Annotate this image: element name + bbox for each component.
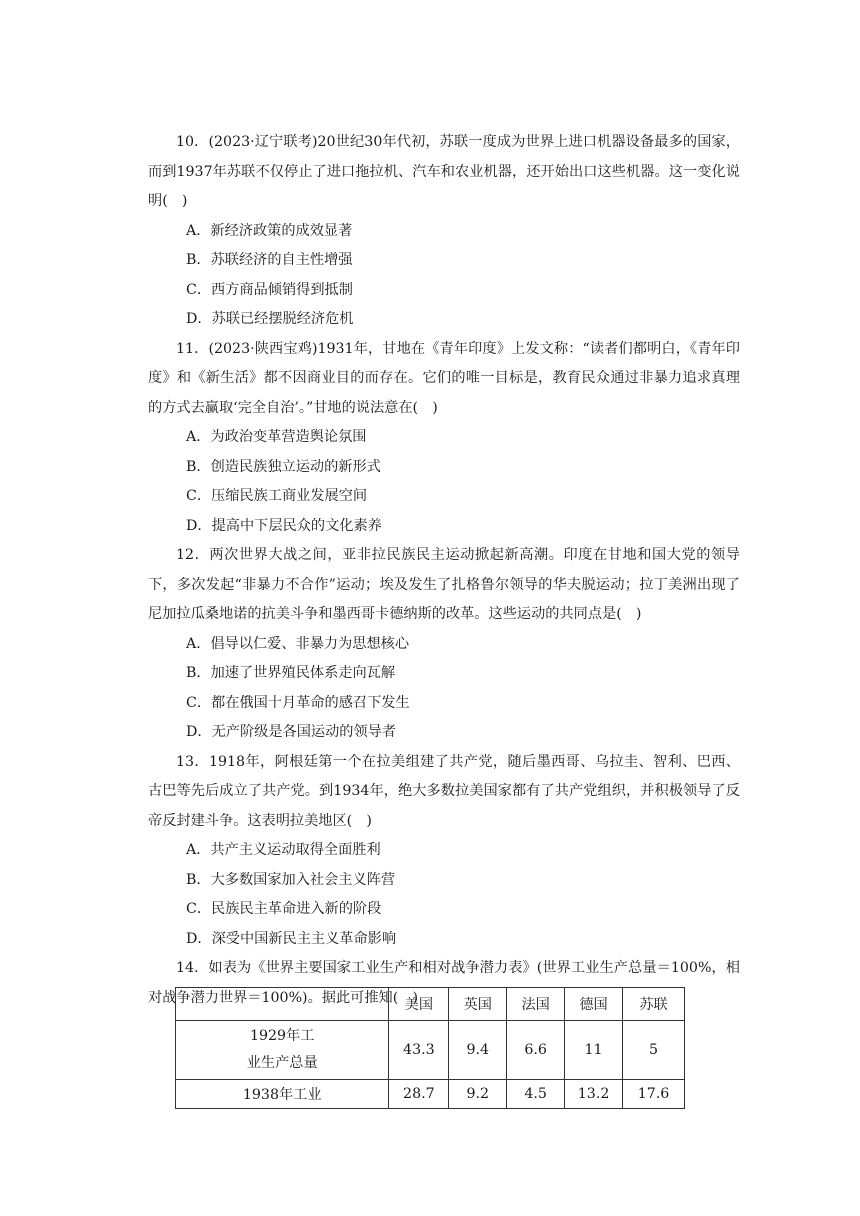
option-d: D．无产阶级是各国运动的领导者 xyxy=(186,724,397,740)
table-header-cell: 英国 xyxy=(449,988,507,1021)
table-cell: 4.5 xyxy=(507,1080,565,1109)
option-d: D．深受中国新民主主义革命影响 xyxy=(186,930,397,947)
row-label-line: 业生产总量 xyxy=(246,1055,318,1071)
table-cell: 6.6 xyxy=(507,1021,565,1080)
question-12 xyxy=(148,541,740,748)
table-cell: 28.7 xyxy=(389,1080,449,1109)
question-13 xyxy=(148,748,740,955)
question-11 xyxy=(148,335,740,542)
table-cell: 5 xyxy=(623,1021,685,1080)
option-a: A．为政治变革营造舆论氛围 xyxy=(186,429,367,445)
option-a: A．新经济政策的成效显著 xyxy=(186,222,353,239)
table-cell: 17.6 xyxy=(623,1080,685,1109)
table-header-cell xyxy=(176,988,389,1021)
question-stem: 14．如表为《世界主要国家工业生产和相对战争潜力表》(世界工业生产总量＝100%，相对战争潜力世界＝100%)。据此可推知( ) xyxy=(148,960,740,1006)
question-stem: 13．1918年，阿根廷第一个在拉美组建了共产党，随后墨西哥、乌拉圭、智利、巴西、古巴等先后成立了共产党。到1934年，绝大多数拉美国家都有了共产党组织，并积极领导了反帝反封建斗争。这表明拉美地区( ) xyxy=(148,753,740,829)
table-cell: 43.3 xyxy=(389,1021,449,1080)
option-d: D．提高中下层民众的文化素养 xyxy=(186,517,382,534)
option-c: C．西方商品倾销得到抵制 xyxy=(186,281,353,298)
table-header-cell: 法国 xyxy=(507,988,565,1021)
option-d: D．苏联已经摆脱经济危机 xyxy=(186,311,354,327)
option-c: C．都在俄国十月革命的感召下发生 xyxy=(186,694,410,711)
table-row xyxy=(176,1080,685,1109)
row-label xyxy=(176,1021,389,1080)
table-cell: 13.2 xyxy=(565,1080,623,1109)
industry-table xyxy=(175,987,685,1109)
option-b: B．苏联经济的自主性增强 xyxy=(186,252,353,268)
option-b: B．创造民族独立运动的新形式 xyxy=(186,458,381,475)
option-b: B．大多数国家加入社会主义阵营 xyxy=(186,871,396,888)
option-c: C．民族民主革命进入新的阶段 xyxy=(186,901,382,917)
option-a: A．共产主义运动取得全面胜利 xyxy=(186,842,381,858)
option-c: C．压缩民族工商业发展空间 xyxy=(186,488,368,504)
row-label: 1938年工业 xyxy=(176,1080,389,1109)
option-b: B．加速了世界殖民体系走向瓦解 xyxy=(186,665,396,681)
question-stem: 11．(2023·陕西宝鸡)1931年，甘地在《青年印度》上发文称：“读者们都明白，《青年印度》和《新生活》都不因商业目的而存在。它们的唯一目标是，教育民众通过非暴力追求真理的方式去赢取‘完全自治’。”甘地的说法意在( ) xyxy=(148,340,740,416)
table-header-cell: 美国 xyxy=(389,988,449,1021)
table-cell: 9.4 xyxy=(449,1021,507,1080)
table-header-row xyxy=(176,988,685,1021)
table-cell: 9.2 xyxy=(449,1080,507,1109)
row-label-line: 1929年工 xyxy=(249,1028,315,1044)
table-header-cell: 德国 xyxy=(565,988,623,1021)
question-stem: 12．两次世界大战之间，亚非拉民族民主运动掀起新高潮。印度在甘地和国大党的领导下，多次发起“非暴力不合作”运动；埃及发生了扎格鲁尔领导的华夫脱运动；拉丁美洲出现了尼加拉瓜桑地诺的抗美斗争和墨西哥卡德纳斯的改革。这些运动的共同点是( ) xyxy=(148,547,740,622)
option-a: A．倡导以仁爱、非暴力为思想核心 xyxy=(186,635,410,652)
question-list xyxy=(148,128,740,1013)
table-row xyxy=(176,1021,685,1080)
question-stem: 10．(2023·辽宁联考)20世纪30年代初，苏联一度成为世界上进口机器设备最多的国家，而到1937年苏联不仅停止了进口拖拉机、汽车和农业机器，还开始出口这些机器。这一变化说明( ) xyxy=(148,134,740,209)
table-cell: 11 xyxy=(565,1021,623,1080)
question-10 xyxy=(148,128,740,335)
table-header-cell: 苏联 xyxy=(623,988,685,1021)
